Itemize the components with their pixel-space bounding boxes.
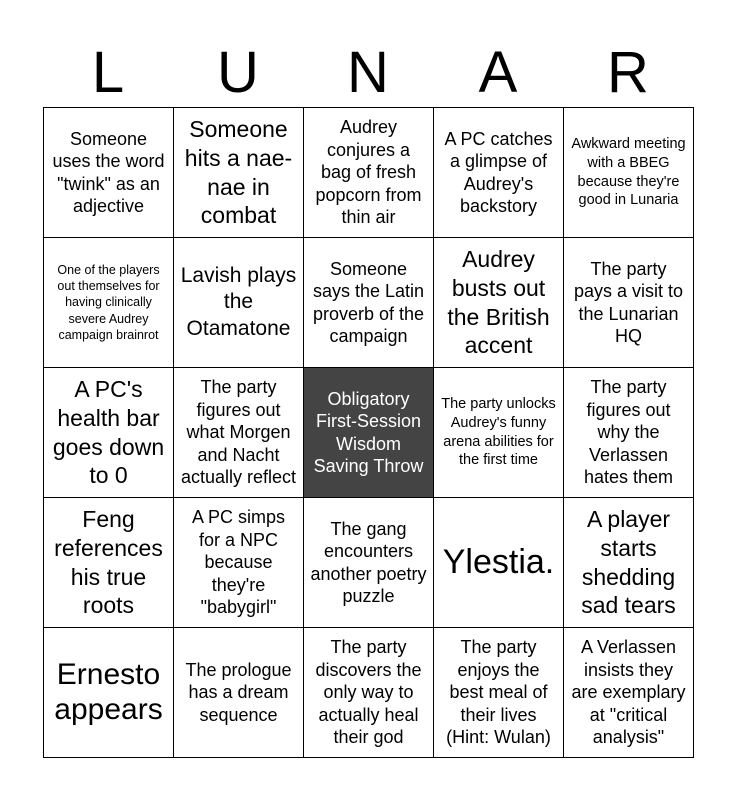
cell-text: Feng references his true roots	[54, 506, 163, 619]
bingo-cell-r4-c2[interactable]	[174, 498, 304, 628]
bingo-cell-r4-c5[interactable]	[564, 498, 694, 628]
cell-text: The party pays a visit to the Lunarian HQ	[573, 258, 684, 346]
bingo-cell-r3-c4[interactable]	[434, 368, 564, 498]
bingo-cell-r2-c2[interactable]	[174, 238, 304, 368]
bingo-cell-r1-c4[interactable]	[434, 108, 564, 238]
bingo-cell-r1-c5[interactable]	[564, 108, 694, 238]
cell-text: A PC catches a glimpse of Audrey's backstory	[444, 128, 553, 216]
cell-text: The prologue has a dream sequence	[185, 659, 292, 725]
cell-text: The gang encounters another poetry puzzle	[310, 518, 427, 606]
bingo-cell-r3-c2[interactable]	[174, 368, 304, 498]
cell-text: A PC simps for a NPC because they're "babygirl"	[191, 507, 286, 618]
bingo-cell-r3-c5[interactable]	[564, 368, 694, 498]
bingo-cell-r5-c2[interactable]	[174, 628, 304, 758]
cell-text: Audrey busts out the British accent	[447, 246, 550, 359]
cell-text: The party enjoys the best meal of their lives (Hint: Wulan)	[446, 637, 551, 748]
header-letter-a: A	[478, 40, 518, 105]
cell-text: A PC's health bar goes down to 0	[52, 376, 165, 489]
header-letter-l: L	[91, 40, 125, 105]
cell-text: Someone hits a nae-nae in combat	[184, 116, 293, 229]
cell-text: Someone uses the word "twink" as an adjective	[52, 128, 165, 216]
bingo-cell-r4-c3[interactable]	[304, 498, 434, 628]
bingo-header	[43, 38, 693, 108]
bingo-free-cell[interactable]	[304, 368, 434, 498]
bingo-cell-r1-c2[interactable]	[174, 108, 304, 238]
bingo-cell-r1-c1[interactable]	[44, 108, 174, 238]
cell-text: A Verlassen insists they are exemplary at "critical analysis"	[571, 637, 686, 748]
bingo-cell-r2-c1[interactable]	[44, 238, 174, 368]
cell-text: The party discovers the only way to actually heal their god	[315, 637, 422, 748]
cell-text: Ernesto appears	[54, 658, 163, 726]
bingo-cell-r5-c1[interactable]	[44, 628, 174, 758]
bingo-cell-r2-c4[interactable]	[434, 238, 564, 368]
cell-text: A player starts shedding sad tears	[581, 506, 676, 619]
cell-text: Obligatory First-Session Wisdom Saving Throw	[313, 388, 424, 476]
bingo-cell-r1-c3[interactable]	[304, 108, 434, 238]
cell-text: One of the players out themselves for having clinically severe Audrey campaign brainrot	[57, 262, 160, 342]
cell-text: Ylestia.	[442, 542, 555, 581]
cell-text: Audrey conjures a bag of fresh popcorn from thin air	[315, 117, 422, 228]
header-letter-u: U	[217, 40, 259, 105]
cell-text: Lavish plays the Otamatone	[180, 264, 297, 340]
cell-text: The party figures out why the Verlassen hates them	[583, 377, 674, 488]
bingo-cell-r4-c1[interactable]	[44, 498, 174, 628]
cell-text: Someone says the Latin proverb of the campaign	[312, 258, 425, 346]
bingo-cell-r2-c5[interactable]	[564, 238, 694, 368]
bingo-cell-r5-c3[interactable]	[304, 628, 434, 758]
bingo-cell-r4-c4[interactable]	[434, 498, 564, 628]
bingo-cell-r5-c4[interactable]	[434, 628, 564, 758]
cell-text: The party unlocks Audrey's funny arena abilities for the first time	[441, 395, 556, 469]
bingo-board	[43, 107, 694, 758]
cell-text: Awkward meeting with a BBEG because they're good in Lunaria	[571, 135, 686, 209]
bingo-cell-r3-c1[interactable]	[44, 368, 174, 498]
cell-text: The party figures out what Morgen and Nacht actually reflect	[180, 377, 297, 488]
bingo-cell-r2-c3[interactable]	[304, 238, 434, 368]
bingo-cell-r5-c5[interactable]	[564, 628, 694, 758]
header-letter-r: R	[607, 40, 649, 105]
header-letter-n: N	[347, 40, 389, 105]
